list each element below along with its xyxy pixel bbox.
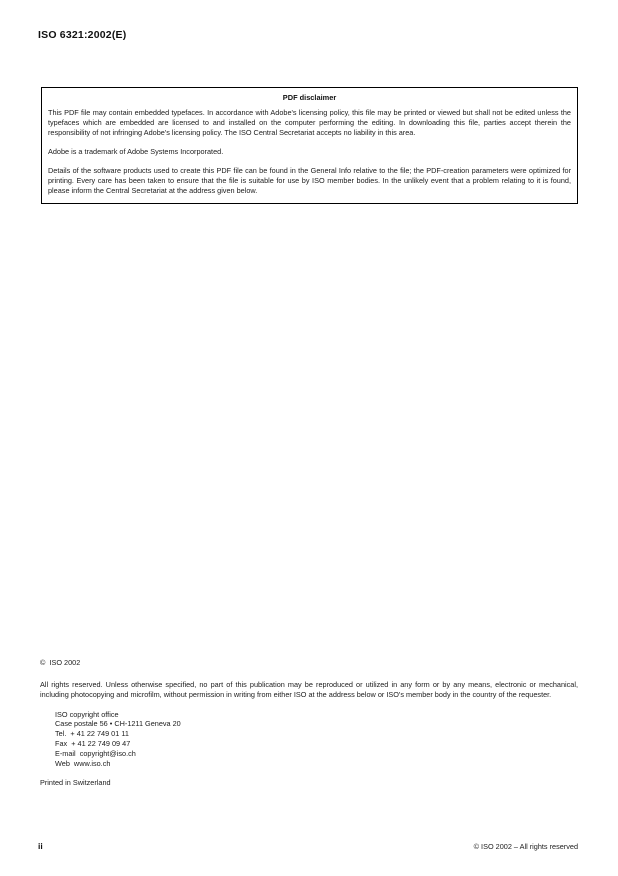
copyright-section (40, 658, 578, 787)
address-line-web: Web www.iso.ch (55, 758, 111, 768)
rights-reserved-text: All rights reserved. Unless otherwise specified, no part of this publication may be reproduced or utilized in any form or by any means, electronic or mechanical, including photocopying and microfilm, without permission in writing from either ISO at the address below or ISO's member body in the country of the requester. (40, 680, 578, 700)
address-line-postal: Case postale 56 • CH-1211 Geneva 20 (55, 719, 181, 729)
copyright-notice: © ISO 2002 (40, 658, 81, 667)
pdf-disclaimer-box (41, 87, 578, 204)
page-footer (38, 841, 578, 851)
address-line-email: E-mail copyright@iso.ch (55, 748, 136, 758)
printed-in-text: Printed in Switzerland (40, 778, 111, 788)
address-line-fax: Fax + 41 22 749 09 47 (55, 738, 131, 748)
address-line-office: ISO copyright office (55, 709, 119, 719)
disclaimer-title: PDF disclaimer (282, 93, 337, 102)
disclaimer-paragraph-trademark: Adobe is a trademark of Adobe Systems Incorporated. (48, 147, 224, 156)
disclaimer-paragraph-typefaces: This PDF file may contain embedded typefaces. In accordance with Adobe's licensing policy, this file may be printed or viewed but shall not be edited unless the typefaces which are embedded are licensed to and installed on the computer performing the editing. In downloading this file, parties accept therein the responsibility of not infringing Adobe's licensing policy. The ISO Central Secretariat accepts no liability in this area. (48, 108, 571, 137)
disclaimer-paragraph-software: Details of the software products used to create this PDF file can be found in the General Info relative to the file; the PDF-creation parameters were optimized for printing. Every care has been taken to ensure that the file is suitable for use by ISO member bodies. In the unlikely event that a problem relating to it is found, please inform the Central Secretariat at the address given below. (48, 166, 571, 195)
page-number: ii (38, 841, 43, 851)
address-line-tel: Tel. + 41 22 749 01 11 (55, 729, 129, 739)
document-number: ISO 6321:2002(E) (38, 29, 127, 41)
footer-copyright: © ISO 2002 – All rights reserved (473, 842, 578, 851)
iso-address-block (55, 710, 578, 769)
